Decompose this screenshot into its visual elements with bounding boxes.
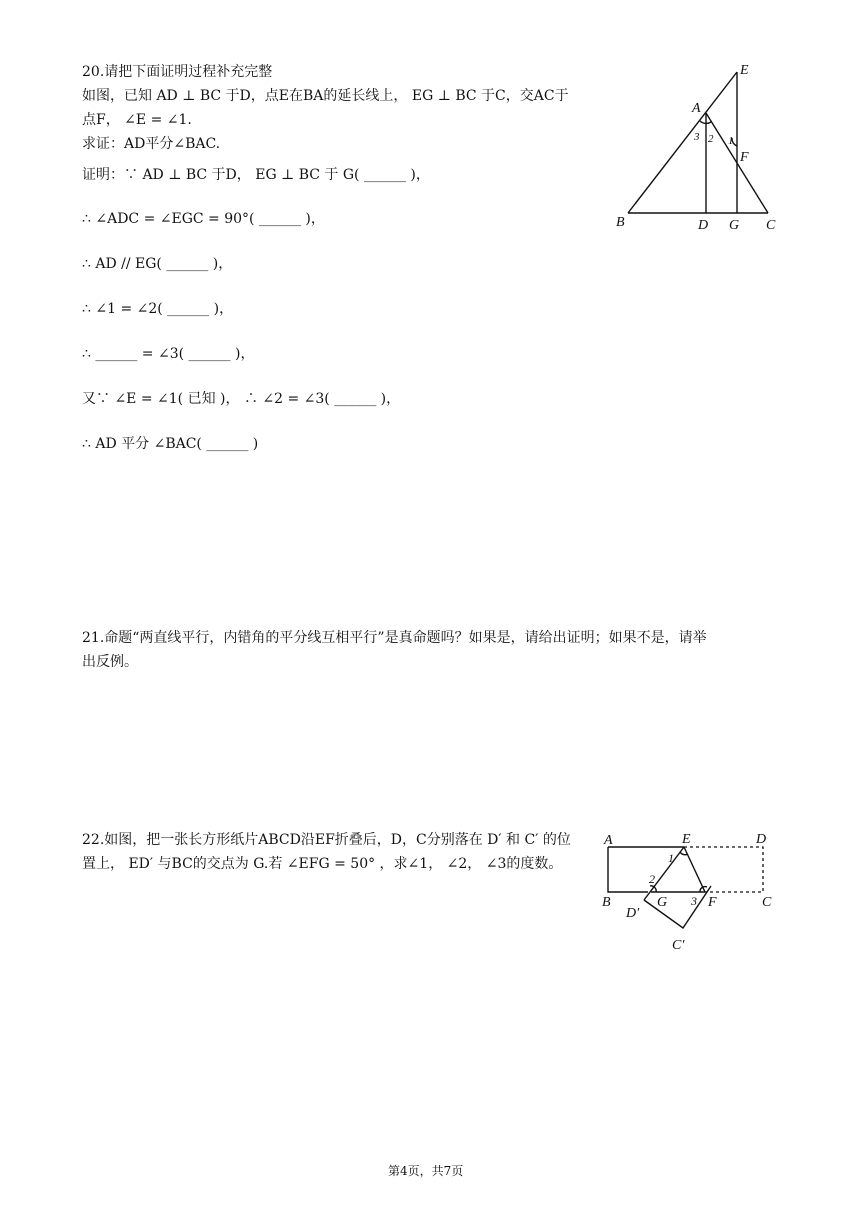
q21-line1: 21.命题“两直线平行，内错角的平分线互相平行”是真命题吗？如果是，请给出证明；如果不是，请举 xyxy=(82,630,707,646)
q20-step-7: ∴ AD 平分 ∠BAC( ______ ) xyxy=(82,436,259,452)
q20-prove: 求证：AD平分∠BAC. xyxy=(82,136,221,152)
q22-line1: 22.如图，把一张长方形纸片ABCD沿EF折叠后，D，C分别落在 D′ 和 C′ 的位 xyxy=(82,832,571,848)
q20-given-line2: 点F， ∠E = ∠1. xyxy=(82,112,192,128)
q22-angle-1: 1 xyxy=(668,851,674,865)
q20-label-g: G xyxy=(729,218,740,233)
q20-step-5: ∴ ______ = ∠3( ______ )， xyxy=(82,346,255,362)
q20-label-e: E xyxy=(740,63,749,78)
q20-label-d: D xyxy=(698,218,709,233)
q20-step-6: 又∵ ∠E = ∠1( 已知 )， ∴ ∠2 = ∠3( ______ )， xyxy=(82,391,401,407)
q20-angle-1: 1 xyxy=(728,135,734,147)
q20-step-2: ∴ ∠ADC = ∠EGC = 90°( ______ )， xyxy=(82,211,325,227)
q20-label-a: A xyxy=(692,101,701,116)
q22-folded-edge xyxy=(684,847,763,892)
q22-label-b: B xyxy=(602,895,611,910)
q20-title: 20.请把下面证明过程补充完整 xyxy=(82,64,273,80)
q22-label-g: G xyxy=(657,895,668,910)
page-footer: 第4页，共7页 xyxy=(388,1164,464,1178)
q22-angle-3: 3 xyxy=(691,894,697,908)
q22-label-c: C xyxy=(762,895,772,910)
q22-line2: 置上， ED′ 与BC的交点为 G.若 ∠EFG = 50° ，求∠1， ∠2， ∠3的度数。 xyxy=(82,856,563,872)
q20-label-b: B xyxy=(616,215,625,230)
q20-given-line1: 如图，已知 AD ⊥ BC 于D，点E在BA的延长线上， EG ⊥ BC 于C，交AC于 xyxy=(82,88,569,104)
q22-label-d: D xyxy=(756,832,767,847)
q22-angle-2: 2 xyxy=(649,872,655,886)
q22-line-ab-bg xyxy=(608,847,648,892)
q20-step-3: ∴ AD // EG( ______ )， xyxy=(82,256,233,272)
q22-label-d-prime: D′ xyxy=(626,906,640,921)
q22-label-a: A xyxy=(604,833,613,848)
q20-angle-2: 2 xyxy=(708,133,714,145)
q20-label-f: F xyxy=(740,150,749,165)
q22-fold-figure xyxy=(596,826,786,956)
q20-label-c: C xyxy=(766,218,776,233)
q20-line-be xyxy=(628,72,737,213)
q20-step-1: 证明：∵ AD ⊥ BC 于D， EG ⊥ BC 于 G( ______ )， xyxy=(82,167,430,183)
q20-step-4: ∴ ∠1 = ∠2( ______ )， xyxy=(82,301,234,317)
q20-angle-3: 3 xyxy=(694,131,700,143)
q21-line2: 出反例。 xyxy=(82,654,138,670)
q22-label-c-prime: C′ xyxy=(672,938,685,953)
q22-label-e: E xyxy=(682,832,691,847)
q22-label-f: F xyxy=(708,895,717,910)
q20-triangle-figure xyxy=(610,60,790,235)
